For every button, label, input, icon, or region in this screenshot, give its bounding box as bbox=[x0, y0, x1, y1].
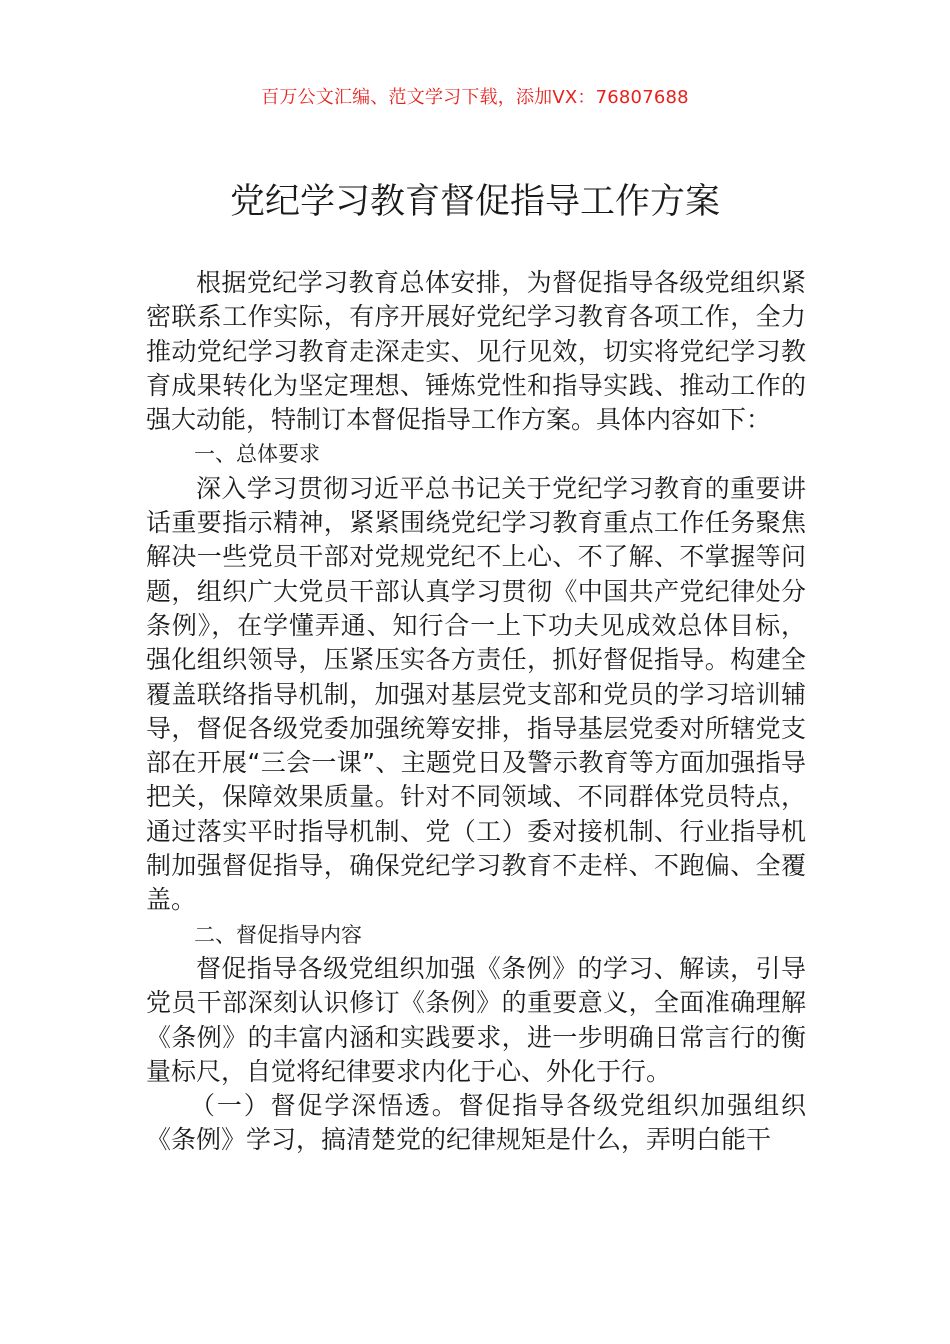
document-title: 党纪学习教育督促指导工作方案 bbox=[229, 182, 720, 222]
header-watermark-note: 百万公文汇编、范文学习下载，添加VX：76807688 bbox=[261, 87, 689, 108]
section-heading-general-requirements: 一、总体要求 bbox=[194, 442, 320, 467]
supervision-content-paragraph: 督促指导各级党组织加强《条例》的学习、解读，引导党员干部深刻认识修订《条例》的重要意义，全面准确理解《条例》的丰富内涵和实践要求，进一步明确日常言行的衡量标尺，自觉将纪律要求内化于心、外化于行。 bbox=[146, 953, 806, 1086]
document-body bbox=[146, 266, 806, 1158]
subsection-paragraph-1: （一）督促学深悟透。督促指导各级党组织加强组织《条例》学习，搞清楚党的纪律规矩是什么，弄明白能干 bbox=[146, 1091, 806, 1155]
general-requirements-paragraph: 深入学习贯彻习近平总书记关于党纪学习教育的重要讲话重要指示精神，紧紧围绕党纪学习教育重点工作任务聚焦解决一些党员干部对党规党纪不上心、不了解、不掌握等问题，组织广大党员干部认真学习贯彻《中国共产党纪律处分条例》，在学懂弄通、知行合一上下功夫见成效总体目标，强化组织领导，压紧压实各方责任，抓好督促指导。构建全覆盖联络指导机制，加强对基层党支部和党员的学习培训辅导，督促各级党委加强统筹安排，指导基层党委对所辖党支部在开展“三会一课”、主题党日及警示教育等方面加强指导把关，保障效果质量。针对不同领域、不同群体党员特点，通过落实平时指导机制、党（工）委对接机制、行业指导机制加强督促指导，确保党纪学习教育不走样、不跑偏、全覆盖。 bbox=[146, 473, 806, 915]
intro-paragraph: 根据党纪学习教育总体安排，为督促指导各级党组织紧密联系工作实际，有序开展好党纪学习教育各项工作，全力推动党纪学习教育走深走实、见行见效，切实将党纪学习教育成果转化为坚定理想、锤炼党性和指导实践、推动工作的强大动能，特制订本督促指导工作方案。具体内容如下： bbox=[146, 268, 806, 435]
section-heading-supervision-content: 二、督促指导内容 bbox=[194, 922, 362, 947]
